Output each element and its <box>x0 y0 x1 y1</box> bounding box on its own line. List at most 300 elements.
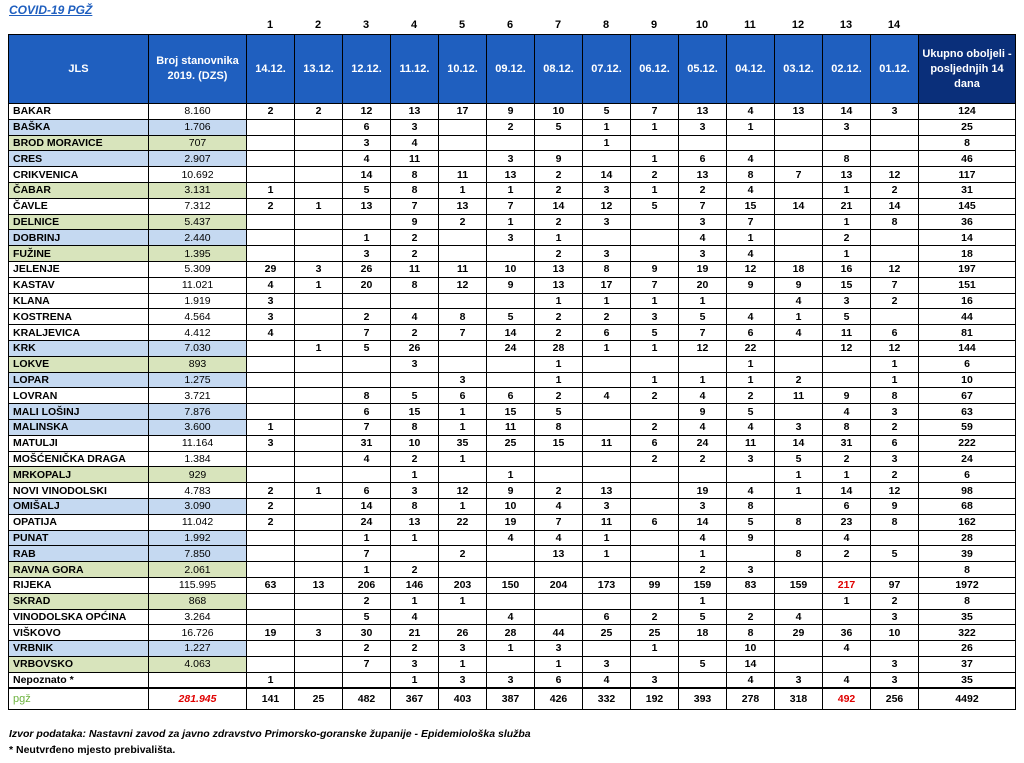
case-count-cell <box>247 151 295 167</box>
case-count-cell: 14 <box>727 656 775 672</box>
case-count-cell: 2 <box>391 451 439 467</box>
case-count-cell: 6 <box>631 435 679 451</box>
case-count-cell: 5 <box>679 609 727 625</box>
case-count-cell: 14 <box>487 325 535 341</box>
case-count-cell: 2 <box>391 246 439 262</box>
case-count-cell: 1 <box>823 246 871 262</box>
case-count-cell <box>391 546 439 562</box>
case-count-cell <box>247 467 295 483</box>
case-count-cell: 7 <box>871 277 919 293</box>
case-count-cell: 4 <box>727 672 775 688</box>
case-count-cell <box>247 119 295 135</box>
case-count-cell: 11 <box>487 419 535 435</box>
daily-total-cell: 318 <box>775 688 823 710</box>
table-row <box>9 562 1016 578</box>
case-count-cell <box>247 404 295 420</box>
case-count-cell: 1 <box>583 293 631 309</box>
total-cell: 31 <box>919 182 1016 198</box>
case-count-cell <box>871 230 919 246</box>
case-count-cell: 3 <box>679 498 727 514</box>
case-count-cell: 4 <box>247 325 295 341</box>
case-count-cell: 11 <box>391 261 439 277</box>
municipality-name: JELENJE <box>9 261 149 277</box>
case-count-cell: 3 <box>583 498 631 514</box>
case-count-cell <box>775 119 823 135</box>
case-count-cell: 2 <box>439 546 487 562</box>
total-cell: 144 <box>919 340 1016 356</box>
case-count-cell <box>295 467 343 483</box>
case-count-cell <box>535 593 583 609</box>
case-count-cell: 2 <box>631 419 679 435</box>
case-count-cell <box>487 293 535 309</box>
case-count-cell: 3 <box>295 261 343 277</box>
case-count-cell: 1 <box>631 293 679 309</box>
case-count-cell: 15 <box>535 435 583 451</box>
case-count-cell: 4 <box>535 530 583 546</box>
case-count-cell: 28 <box>535 340 583 356</box>
case-count-cell: 11 <box>823 325 871 341</box>
case-count-cell: 3 <box>775 672 823 688</box>
case-count-cell: 1 <box>775 309 823 325</box>
case-count-cell: 4 <box>727 104 775 120</box>
case-count-cell <box>295 230 343 246</box>
municipality-name: BROD MORAVICE <box>9 135 149 151</box>
total-cell: 36 <box>919 214 1016 230</box>
case-count-cell: 22 <box>439 514 487 530</box>
case-count-cell: 1 <box>823 214 871 230</box>
table-row <box>9 356 1016 372</box>
case-count-cell: 5 <box>775 451 823 467</box>
municipality-name: CRIKVENICA <box>9 167 149 183</box>
case-count-cell: 3 <box>583 246 631 262</box>
case-count-cell: 3 <box>247 293 295 309</box>
daily-total-cell: 426 <box>535 688 583 710</box>
case-count-cell: 3 <box>679 119 727 135</box>
header-total: Ukupno oboljeli - posljednjih 14 dana <box>919 35 1016 104</box>
case-count-cell <box>295 214 343 230</box>
daily-total-cell: 141 <box>247 688 295 710</box>
case-count-cell: 8 <box>775 514 823 530</box>
case-count-cell: 1 <box>439 404 487 420</box>
case-count-cell: 3 <box>487 230 535 246</box>
case-count-cell: 4 <box>775 293 823 309</box>
case-count-cell: 2 <box>535 167 583 183</box>
total-cell: 1972 <box>919 577 1016 593</box>
case-count-cell <box>631 546 679 562</box>
case-count-cell <box>823 135 871 151</box>
case-count-cell <box>295 546 343 562</box>
case-count-cell <box>343 293 391 309</box>
total-cell: 68 <box>919 498 1016 514</box>
case-count-cell: 1 <box>487 641 535 657</box>
page-title: COVID-19 PGŽ <box>9 3 93 17</box>
case-count-cell: 1 <box>487 214 535 230</box>
table-row <box>9 530 1016 546</box>
case-count-cell: 13 <box>535 546 583 562</box>
case-count-cell: 13 <box>487 167 535 183</box>
case-count-cell <box>631 230 679 246</box>
case-count-cell: 217 <box>823 577 871 593</box>
municipality-name: MRKOPALJ <box>9 467 149 483</box>
case-count-cell: 3 <box>679 214 727 230</box>
case-count-cell: 2 <box>775 372 823 388</box>
case-count-cell <box>583 562 631 578</box>
population-cell: 1.384 <box>149 451 247 467</box>
case-count-cell: 23 <box>823 514 871 530</box>
population-cell: 3.264 <box>149 609 247 625</box>
case-count-cell: 5 <box>823 309 871 325</box>
case-count-cell: 36 <box>823 625 871 641</box>
municipality-name: RAVNA GORA <box>9 562 149 578</box>
case-count-cell: 10 <box>871 625 919 641</box>
case-count-cell: 1 <box>295 277 343 293</box>
case-count-cell <box>487 593 535 609</box>
case-count-cell: 18 <box>679 625 727 641</box>
case-count-cell <box>535 467 583 483</box>
case-count-cell <box>679 467 727 483</box>
case-count-cell: 1 <box>535 656 583 672</box>
case-count-cell <box>343 672 391 688</box>
totals-label: pgž <box>9 688 149 710</box>
case-count-cell: 2 <box>247 514 295 530</box>
case-count-cell: 12 <box>439 483 487 499</box>
case-count-cell: 13 <box>391 514 439 530</box>
case-count-cell: 2 <box>871 182 919 198</box>
source-note: Izvor podataka: Nastavni zavod za javno zdravstvo Primorsko-goranske županije - Epidemiološka služba <box>9 728 531 740</box>
case-count-cell: 3 <box>295 625 343 641</box>
case-count-cell: 12 <box>823 340 871 356</box>
case-count-cell: 5 <box>343 609 391 625</box>
table-row <box>9 419 1016 435</box>
case-count-cell: 4 <box>391 309 439 325</box>
header-date: 05.12. <box>679 35 727 104</box>
header-date: 12.12. <box>343 35 391 104</box>
total-cell: 26 <box>919 641 1016 657</box>
total-cell: 322 <box>919 625 1016 641</box>
case-count-cell <box>295 151 343 167</box>
case-count-cell: 5 <box>679 656 727 672</box>
table-row <box>9 577 1016 593</box>
case-count-cell: 26 <box>391 340 439 356</box>
population-cell: 4.063 <box>149 656 247 672</box>
case-count-cell: 1 <box>631 340 679 356</box>
case-count-cell: 7 <box>631 104 679 120</box>
case-count-cell: 2 <box>535 483 583 499</box>
case-count-cell: 4 <box>775 609 823 625</box>
case-count-cell: 2 <box>343 641 391 657</box>
case-count-cell: 25 <box>487 435 535 451</box>
case-count-cell: 1 <box>823 467 871 483</box>
municipality-name: BAŠKA <box>9 119 149 135</box>
population-cell: 5.309 <box>149 261 247 277</box>
municipality-name: PUNAT <box>9 530 149 546</box>
case-count-cell: 3 <box>679 246 727 262</box>
case-count-cell <box>535 609 583 625</box>
case-count-cell: 206 <box>343 577 391 593</box>
case-count-cell: 11 <box>391 151 439 167</box>
daily-total-cell: 387 <box>487 688 535 710</box>
total-cell: 124 <box>919 104 1016 120</box>
case-count-cell: 3 <box>247 309 295 325</box>
case-count-cell: 15 <box>391 404 439 420</box>
case-count-cell: 8 <box>535 419 583 435</box>
case-count-cell: 4 <box>583 672 631 688</box>
case-count-cell: 9 <box>391 214 439 230</box>
municipality-name: LOVRAN <box>9 388 149 404</box>
case-count-cell: 13 <box>679 104 727 120</box>
case-count-cell <box>871 119 919 135</box>
case-count-cell: 2 <box>727 388 775 404</box>
case-count-cell: 203 <box>439 577 487 593</box>
case-count-cell: 7 <box>631 277 679 293</box>
case-count-cell: 1 <box>535 293 583 309</box>
municipality-name: NOVI VINODOLSKI <box>9 483 149 499</box>
municipality-name: LOPAR <box>9 372 149 388</box>
case-count-cell: 19 <box>487 514 535 530</box>
case-count-cell: 5 <box>535 404 583 420</box>
case-count-cell: 1 <box>391 672 439 688</box>
case-count-cell <box>583 372 631 388</box>
case-count-cell: 12 <box>871 340 919 356</box>
case-count-cell: 8 <box>727 498 775 514</box>
case-count-cell: 14 <box>343 498 391 514</box>
case-count-cell: 1 <box>727 230 775 246</box>
case-count-cell: 26 <box>343 261 391 277</box>
case-count-cell <box>295 309 343 325</box>
table-row <box>9 230 1016 246</box>
case-count-cell <box>871 151 919 167</box>
header-date: 06.12. <box>631 35 679 104</box>
case-count-cell: 7 <box>487 198 535 214</box>
total-cell: 35 <box>919 609 1016 625</box>
total-cell: 8 <box>919 562 1016 578</box>
case-count-cell: 6 <box>343 483 391 499</box>
case-count-cell: 4 <box>679 388 727 404</box>
case-count-cell: 1 <box>679 293 727 309</box>
case-count-cell: 5 <box>343 182 391 198</box>
case-count-cell: 3 <box>487 151 535 167</box>
case-count-cell <box>871 530 919 546</box>
case-count-cell <box>391 372 439 388</box>
case-count-cell: 1 <box>823 593 871 609</box>
case-count-cell: 5 <box>343 340 391 356</box>
table-row <box>9 546 1016 562</box>
table-row <box>9 451 1016 467</box>
case-count-cell <box>583 641 631 657</box>
case-count-cell: 7 <box>439 325 487 341</box>
municipality-name: LOKVE <box>9 356 149 372</box>
case-count-cell: 6 <box>871 325 919 341</box>
municipality-name: MALI LOŠINJ <box>9 404 149 420</box>
case-count-cell: 9 <box>679 404 727 420</box>
total-cell: 98 <box>919 483 1016 499</box>
case-count-cell <box>823 609 871 625</box>
case-count-cell <box>343 214 391 230</box>
case-count-cell <box>295 388 343 404</box>
municipality-name: FUŽINE <box>9 246 149 262</box>
case-count-cell <box>487 656 535 672</box>
case-count-cell: 4 <box>391 609 439 625</box>
case-count-cell: 5 <box>535 119 583 135</box>
case-count-cell <box>775 340 823 356</box>
case-count-cell <box>295 672 343 688</box>
case-count-cell: 15 <box>487 404 535 420</box>
case-count-cell <box>487 451 535 467</box>
municipality-name: BAKAR <box>9 104 149 120</box>
case-count-cell <box>631 593 679 609</box>
table-row <box>9 135 1016 151</box>
table-row <box>9 325 1016 341</box>
case-count-cell <box>631 562 679 578</box>
case-count-cell <box>871 641 919 657</box>
case-count-cell: 3 <box>439 372 487 388</box>
case-count-cell: 29 <box>247 261 295 277</box>
case-count-cell: 20 <box>679 277 727 293</box>
case-count-cell: 4 <box>823 404 871 420</box>
case-count-cell <box>295 641 343 657</box>
case-count-cell: 2 <box>535 214 583 230</box>
table-row <box>9 104 1016 120</box>
case-count-cell: 8 <box>391 498 439 514</box>
case-count-cell <box>247 656 295 672</box>
case-count-cell <box>871 309 919 325</box>
case-count-cell: 6 <box>583 609 631 625</box>
case-count-cell: 8 <box>871 214 919 230</box>
case-count-cell: 11 <box>439 261 487 277</box>
case-count-cell: 9 <box>727 530 775 546</box>
population-total: 281.945 <box>149 688 247 710</box>
case-count-cell: 7 <box>343 656 391 672</box>
case-count-cell: 2 <box>679 182 727 198</box>
case-count-cell: 1 <box>439 498 487 514</box>
case-count-cell: 2 <box>247 198 295 214</box>
case-count-cell <box>631 214 679 230</box>
total-cell: 14 <box>919 230 1016 246</box>
case-count-cell: 12 <box>871 483 919 499</box>
population-cell: 8.160 <box>149 104 247 120</box>
case-count-cell: 6 <box>439 388 487 404</box>
case-count-cell: 2 <box>871 467 919 483</box>
municipality-name: DOBRINJ <box>9 230 149 246</box>
case-count-cell: 7 <box>343 419 391 435</box>
case-count-cell <box>775 182 823 198</box>
case-count-cell: 13 <box>343 198 391 214</box>
case-count-cell: 7 <box>343 325 391 341</box>
case-count-cell: 12 <box>727 261 775 277</box>
case-count-cell: 13 <box>391 104 439 120</box>
case-count-cell <box>439 135 487 151</box>
column-number: 3 <box>362 19 370 31</box>
case-count-cell <box>631 498 679 514</box>
case-count-cell: 8 <box>823 419 871 435</box>
case-count-cell <box>247 593 295 609</box>
case-count-cell <box>823 356 871 372</box>
case-count-cell <box>247 340 295 356</box>
case-count-cell: 99 <box>631 577 679 593</box>
case-count-cell: 17 <box>583 277 631 293</box>
population-cell: 2.440 <box>149 230 247 246</box>
total-cell: 44 <box>919 309 1016 325</box>
case-count-cell: 3 <box>439 672 487 688</box>
case-count-cell: 1 <box>487 467 535 483</box>
case-count-cell: 9 <box>535 151 583 167</box>
case-count-cell: 4 <box>487 609 535 625</box>
total-cell: 151 <box>919 277 1016 293</box>
case-count-cell <box>439 609 487 625</box>
case-count-cell: 9 <box>775 277 823 293</box>
case-count-cell <box>295 293 343 309</box>
header-date: 13.12. <box>295 35 343 104</box>
case-count-cell: 1 <box>679 546 727 562</box>
case-count-cell: 4 <box>391 135 439 151</box>
case-count-cell <box>583 404 631 420</box>
case-count-cell: 18 <box>775 261 823 277</box>
case-count-cell: 44 <box>535 625 583 641</box>
case-count-cell: 4 <box>727 483 775 499</box>
case-count-cell <box>631 404 679 420</box>
table-row <box>9 656 1016 672</box>
case-count-cell: 1 <box>871 372 919 388</box>
case-count-cell: 19 <box>679 261 727 277</box>
column-number: 14 <box>887 19 901 31</box>
case-count-cell: 4 <box>487 530 535 546</box>
population-cell: 1.992 <box>149 530 247 546</box>
case-count-cell <box>727 467 775 483</box>
case-count-cell <box>631 467 679 483</box>
case-count-cell: 3 <box>583 656 631 672</box>
case-count-cell: 1 <box>439 451 487 467</box>
case-count-cell: 8 <box>391 167 439 183</box>
total-cell: 67 <box>919 388 1016 404</box>
case-count-cell <box>295 246 343 262</box>
case-count-cell: 2 <box>439 214 487 230</box>
case-count-cell: 4 <box>343 451 391 467</box>
case-count-cell <box>295 419 343 435</box>
case-count-cell <box>391 293 439 309</box>
table-row <box>9 467 1016 483</box>
municipality-name: VIŠKOVO <box>9 625 149 641</box>
population-cell: 16.726 <box>149 625 247 641</box>
case-count-cell <box>823 656 871 672</box>
column-number-row <box>8 17 1015 33</box>
table-row <box>9 309 1016 325</box>
municipality-name: SKRAD <box>9 593 149 609</box>
case-count-cell: 5 <box>631 198 679 214</box>
population-cell: 4.783 <box>149 483 247 499</box>
case-count-cell <box>295 498 343 514</box>
case-count-cell: 1 <box>343 562 391 578</box>
daily-total-cell: 482 <box>343 688 391 710</box>
population-cell: 3.721 <box>149 388 247 404</box>
case-count-cell: 4 <box>727 182 775 198</box>
column-number: 6 <box>506 19 514 31</box>
case-count-cell <box>583 419 631 435</box>
municipality-name: ČAVLE <box>9 198 149 214</box>
case-count-cell: 29 <box>775 625 823 641</box>
population-cell: 2.907 <box>149 151 247 167</box>
case-count-cell: 8 <box>775 546 823 562</box>
case-count-cell: 1 <box>631 372 679 388</box>
case-count-cell: 2 <box>391 325 439 341</box>
case-count-cell: 2 <box>535 182 583 198</box>
case-count-cell: 2 <box>247 498 295 514</box>
case-count-cell: 12 <box>439 277 487 293</box>
case-count-cell: 6 <box>679 151 727 167</box>
case-count-cell: 4 <box>727 419 775 435</box>
total-cell: 16 <box>919 293 1016 309</box>
case-count-cell <box>775 562 823 578</box>
case-count-cell <box>295 182 343 198</box>
